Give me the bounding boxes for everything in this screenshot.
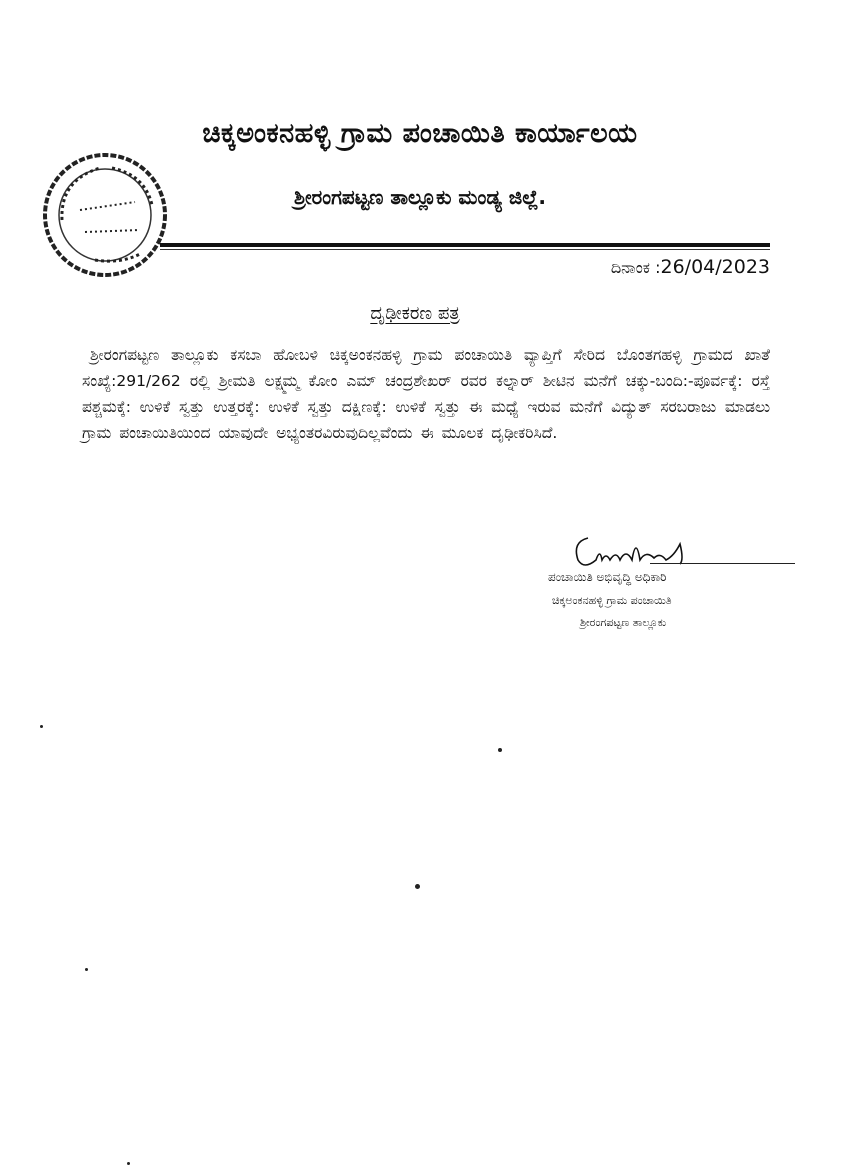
date-line (560, 256, 770, 278)
header-rule-thin (160, 249, 770, 250)
office-seal-stamp (40, 150, 170, 280)
handwritten-signature (570, 530, 760, 572)
signature-line (650, 563, 795, 564)
date-value: 26/04/2023 (660, 256, 770, 278)
signatory-designation: ಪಂಚಾಯಿತಿ ಅಭಿವೃದ್ಧಿ ಅಧಿಕಾರಿ (548, 570, 667, 584)
signatory-office: ಚಿಕ್ಕಅಂಕನಹಳ್ಳಿ ಗ್ರಾಮ ಪಂಚಾಯಿತಿ (552, 594, 672, 607)
scan-speck (415, 884, 420, 889)
scan-speck (127, 1162, 130, 1165)
office-title: ಚಿಕ್ಕಅಂಕನಹಳ್ಳಿ ಗ್ರಾಮ ಪಂಚಾಯಿತಿ ಕಾರ್ಯಾಲಯ (202, 118, 638, 149)
header-rule (160, 243, 770, 247)
document-heading: ದೃಢೀಕರಣ ಪತ್ರ (370, 303, 460, 324)
scan-speck (498, 748, 502, 752)
scan-speck (85, 968, 88, 971)
scan-speck (40, 725, 43, 728)
office-location: ಶ್ರೀರಂಗಪಟ್ಟಣ ತಾಲ್ಲೂಕು ಮಂಡ್ಯ ಜಿಲ್ಲೆ. (294, 185, 546, 209)
signatory-taluk: ಶ್ರೀರಂಗಪಟ್ಟಣ ತಾಲ್ಲೂಕು (580, 616, 667, 629)
certificate-body-text: ಶ್ರೀರಂಗಪಟ್ಟಣ ತಾಲ್ಲೂಕು ಕಸಬಾ ಹೋಬಳಿ ಚಿಕ್ಕಅಂಕನಹಳ್ಳಿ ಗ್ರಾಮ ಪಂಚಾಯಿತಿ ವ್ಯಾಪ್ತಿಗೆ ಸೇರಿದ ಬೊಂತಗಹಳ್ಳಿ ಗ್ರಾಮದ ಖಾತೆ ಸಂಖ್ಯೆ:291/262 ರಲ್ಲಿ ಶ್ರೀಮತಿ ಲಕ್ಷ್ಮಮ್ಮ ಕೋಂ ಎಮ್ ಚಂದ್ರಶೇಖರ್ ರವರ ಕಲ್ನಾರ್ ಶೀಟಿನ ಮನೆಗೆ ಚಕ್ಕು-ಬಂದಿ:-ಪೂರ್ವಕ್ಕೆ: ರಸ್ತೆ ಪಶ್ಚಮಕ್ಕೆ: ಉಳಿಕೆ ಸ್ವತ್ತು ಉತ್ತರಕ್ಕೆ: ಉಳಿಕೆ ಸ್ವತ್ತು ದಕ್ಷಿಣಕ್ಕೆ: ಉಳಿಕೆ ಸ್ವತ್ತು ಈ ಮಧ್ಯೆ ಇರುವ ಮನೆಗೆ ವಿದ್ಯುತ್ ಸರಬರಾಜು ಮಾಡಲು ಗ್ರಾಮ ಪಂಚಾಯಿತಿಯಿಂದ ಯಾವುದೇ ಅಭ್ಯಂತರವಿರುವುದಿಲ್ಲವೆಂದು ಈ ಮೂಲಕ ದೃಢೀಕರಿಸಿದೆ. (82, 346, 770, 442)
signature-block (540, 530, 780, 640)
date-label: ದಿನಾಂಕ : (610, 258, 661, 277)
